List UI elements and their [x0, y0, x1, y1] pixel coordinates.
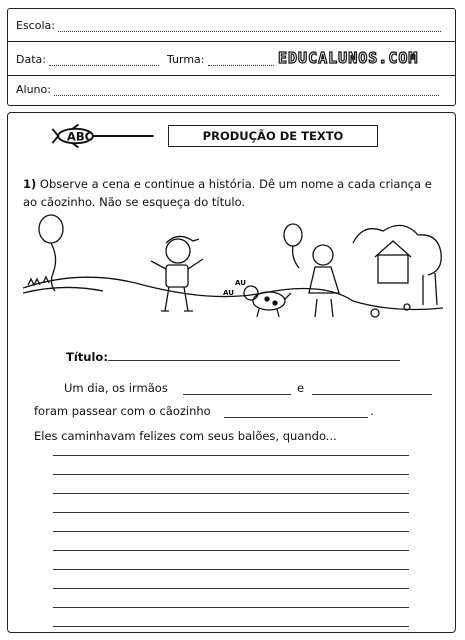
divider	[8, 41, 455, 42]
name-blank-1[interactable]	[183, 394, 291, 395]
class-label: Turma:	[166, 53, 205, 66]
activity-box	[7, 112, 456, 633]
story-line-3: Eles caminhavam felizes com seus balões, quando...	[34, 429, 337, 443]
story-line-2-end: .	[370, 404, 374, 418]
date-row	[16, 53, 274, 66]
divider	[8, 75, 455, 76]
date-field[interactable]	[49, 55, 159, 66]
date-label: Data:	[16, 53, 46, 66]
writing-line[interactable]	[53, 531, 409, 532]
scene-illustration	[23, 213, 443, 331]
logo-text: ABC	[66, 129, 94, 144]
class-field[interactable]	[208, 55, 274, 66]
writing-line[interactable]	[53, 569, 409, 570]
title-label: Título:	[66, 350, 108, 364]
bark-text-1: AU	[223, 289, 234, 297]
bark-text-2: AU	[235, 279, 246, 287]
student-row	[16, 83, 439, 96]
writing-line[interactable]	[53, 550, 409, 551]
story-line-1a: Um dia, os irmãos	[64, 381, 168, 395]
school-row	[16, 19, 441, 32]
writing-line[interactable]	[53, 626, 409, 627]
brand-logo: EDUCALUNOS.COM	[278, 49, 419, 67]
question-text: Observe a cena e continue a história. Dê um nome a cada criança e ao cãozinho. Não se esqueça do título.	[23, 177, 432, 209]
writing-line[interactable]	[53, 512, 409, 513]
writing-line[interactable]	[53, 474, 409, 475]
question	[23, 175, 443, 211]
student-field[interactable]	[54, 85, 439, 96]
question-number: 1)	[23, 177, 37, 191]
school-field[interactable]	[58, 21, 441, 32]
name-blank-2[interactable]	[312, 394, 432, 395]
student-label: Aluno:	[16, 83, 51, 96]
school-label: Escola:	[16, 19, 55, 32]
section-title: PRODUÇÃO DE TEXTO	[168, 125, 378, 147]
dog-name-blank[interactable]	[224, 417, 368, 418]
header-box	[7, 8, 456, 106]
writing-line[interactable]	[53, 455, 409, 456]
story-line-1b: e	[297, 381, 305, 395]
writing-line[interactable]	[53, 607, 409, 608]
story-line-2: foram passear com o cãozinho	[34, 404, 211, 418]
writing-line[interactable]	[53, 493, 409, 494]
title-input-line[interactable]	[108, 360, 400, 361]
writing-line[interactable]	[53, 588, 409, 589]
plane-icon	[33, 123, 173, 149]
